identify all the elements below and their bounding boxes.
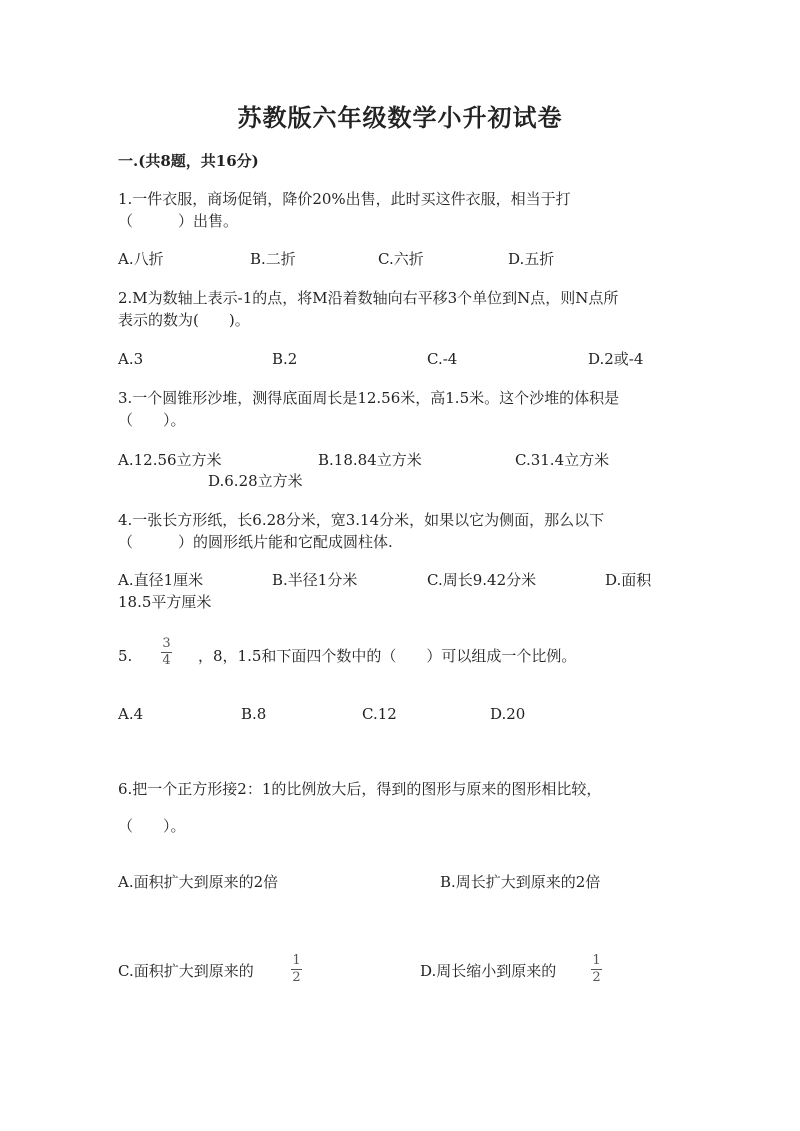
fraction-one-half [291, 954, 302, 985]
fraction-numerator: 1 [592, 953, 601, 968]
option-d: D.五折 [508, 250, 555, 268]
question-4-text-line1: 4.一张长方形纸，长6.28分米，宽3.14分米，如果以它为侧面，那么以下 [118, 511, 605, 529]
option-d: D.周长缩小到原来的 [420, 962, 557, 980]
option-b: B.18.84立方米 [318, 451, 422, 469]
question-6-text-line1: 6.把一个正方形接2：1的比例放大后，得到的图形与原来的图形相比较， [118, 780, 602, 798]
option-b: B.8 [241, 705, 267, 723]
option-b: B.半径1分米 [272, 571, 358, 589]
fraction-denominator: 4 [162, 653, 171, 668]
question-2-text-line1: 2.M为数轴上表示-1的点，将M沿着数轴向右平移3个单位到N点，则N点所 [118, 289, 619, 307]
page-title: 苏教版六年级数学小升初试卷 [237, 103, 563, 132]
option-d: D.6.28立方米 [208, 472, 303, 490]
option-c: C.12 [362, 705, 397, 723]
option-d-continued: 18.5平方厘米 [118, 593, 212, 611]
question-4-text-line2: （ ）的圆形纸片能和它配成圆柱体. [118, 533, 393, 551]
option-c: C.六折 [378, 250, 424, 268]
option-b: B.2 [272, 350, 298, 368]
option-c: C.31.4立方米 [515, 451, 610, 469]
option-c: C.周长9.42分米 [427, 571, 537, 589]
section-heading: 一.(共8题，共16分) [118, 152, 259, 170]
option-c: C.面积扩大到原来的 [118, 962, 254, 980]
question-3-text-line1: 3.一个圆锥形沙堆，测得底面周长是12.56米，高1.5米。这个沙堆的体积是 [118, 389, 620, 407]
option-a: A.八折 [118, 250, 164, 268]
option-a: A.面积扩大到原来的2倍 [118, 873, 279, 891]
option-d: D.面积 [605, 571, 652, 589]
option-b: B.二折 [250, 250, 296, 268]
fraction-three-quarters [161, 637, 172, 668]
option-c: C.-4 [427, 350, 458, 368]
question-2-text-line2: 表示的数为( )。 [118, 311, 250, 329]
option-a: A.4 [118, 705, 144, 723]
question-6-text-line2: （ ）。 [118, 817, 186, 835]
question-3-text-line2: （ ）。 [118, 411, 186, 429]
option-a: A.3 [118, 350, 144, 368]
fraction-denominator: 2 [592, 970, 601, 985]
fraction-numerator: 1 [292, 953, 301, 968]
question-5-text: ，8，1.5和下面四个数中的（ ）可以组成一个比例。 [198, 647, 577, 665]
option-d: D.20 [490, 705, 526, 723]
question-1-text-line1: 1.一件衣服，商场促销，降价20%出售，此时买这件衣服，相当于打 [118, 190, 571, 208]
fraction-numerator: 3 [162, 636, 171, 651]
option-d: D.2或-4 [588, 350, 644, 368]
option-b: B.周长扩大到原来的2倍 [440, 873, 601, 891]
option-a: A.直径1厘米 [118, 571, 204, 589]
fraction-one-half [591, 954, 602, 985]
option-a: A.12.56立方米 [118, 451, 222, 469]
question-1-text-line2: （ ）出售。 [118, 212, 239, 230]
question-5-number: 5. [118, 647, 133, 665]
fraction-denominator: 2 [292, 970, 301, 985]
